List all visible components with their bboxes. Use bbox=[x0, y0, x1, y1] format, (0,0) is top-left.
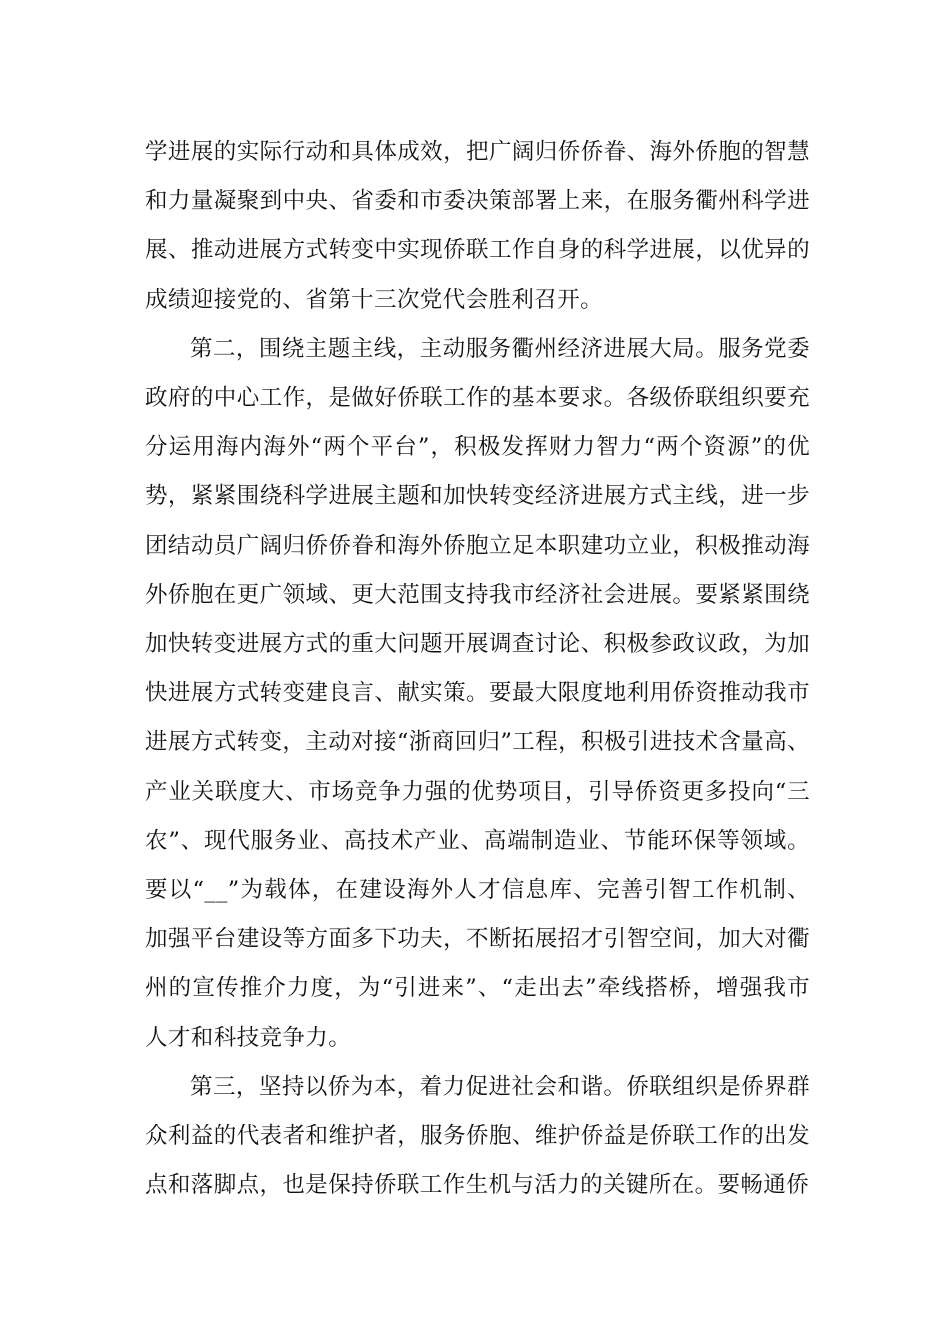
paragraph-3: 第三，坚持以侨为本，着力促进社会和谐。侨联组织是侨界群众利益的代表者和维护者，服务侨胞、维护侨益是侨联工作的出发点和落脚点，也是保持侨联工作生机与活力的关键所在。要畅通侨 bbox=[145, 1073, 810, 1199]
paragraph-1: 学进展的实际行动和具体成效，把广阔归侨侨眷、海外侨胞的智慧和力量凝聚到中央、省委和市委决策部署上来，在服务衢州科学进展、推动进展方式转变中实现侨联工作自身的科学进展，以优异的成绩迎接党的、省第十三次党代会胜利召开。 bbox=[145, 139, 810, 313]
document-body bbox=[145, 128, 810, 1210]
paragraph-2: 第二，围绕主题主线，主动服务衢州经济进展大局。服务党委政府的中心工作，是做好侨联工作的基本要求。各级侨联组织要充分运用海内海外“两个平台”，积极发挥财力智力“两个资源”的优势，紧紧围绕科学进展主题和加快转变经济进展方式主线，进一步团结动员广阔归侨侨眷和海外侨胞立足本职建功立业，积极推动海外侨胞在更广领域、更大范围支持我市经济社会进展。要紧紧围绕加快转变进展方式的重大问题开展调查讨论、积极参政议政，为加快进展方式转变建良言、献实策。要最大限度地利用侨资推动我市进展方式转变，主动对接“浙商回归”工程，积极引进技术含量高、产业关联度大、市场竞争力强的优势项目，引导侨资更多投向“三农”、现代服务业、高技术产业、高端制造业、节能环保等领域。要以“__”为载体，在建设海外人才信息库、完善引智工作机制、加强平台建设等方面多下功夫，不断拓展招才引智空间，加大对衢州的宣传推介力度，为“引进来”、“走出去”牵线搭桥，增强我市人才和科技竞争力。 bbox=[145, 335, 811, 1051]
